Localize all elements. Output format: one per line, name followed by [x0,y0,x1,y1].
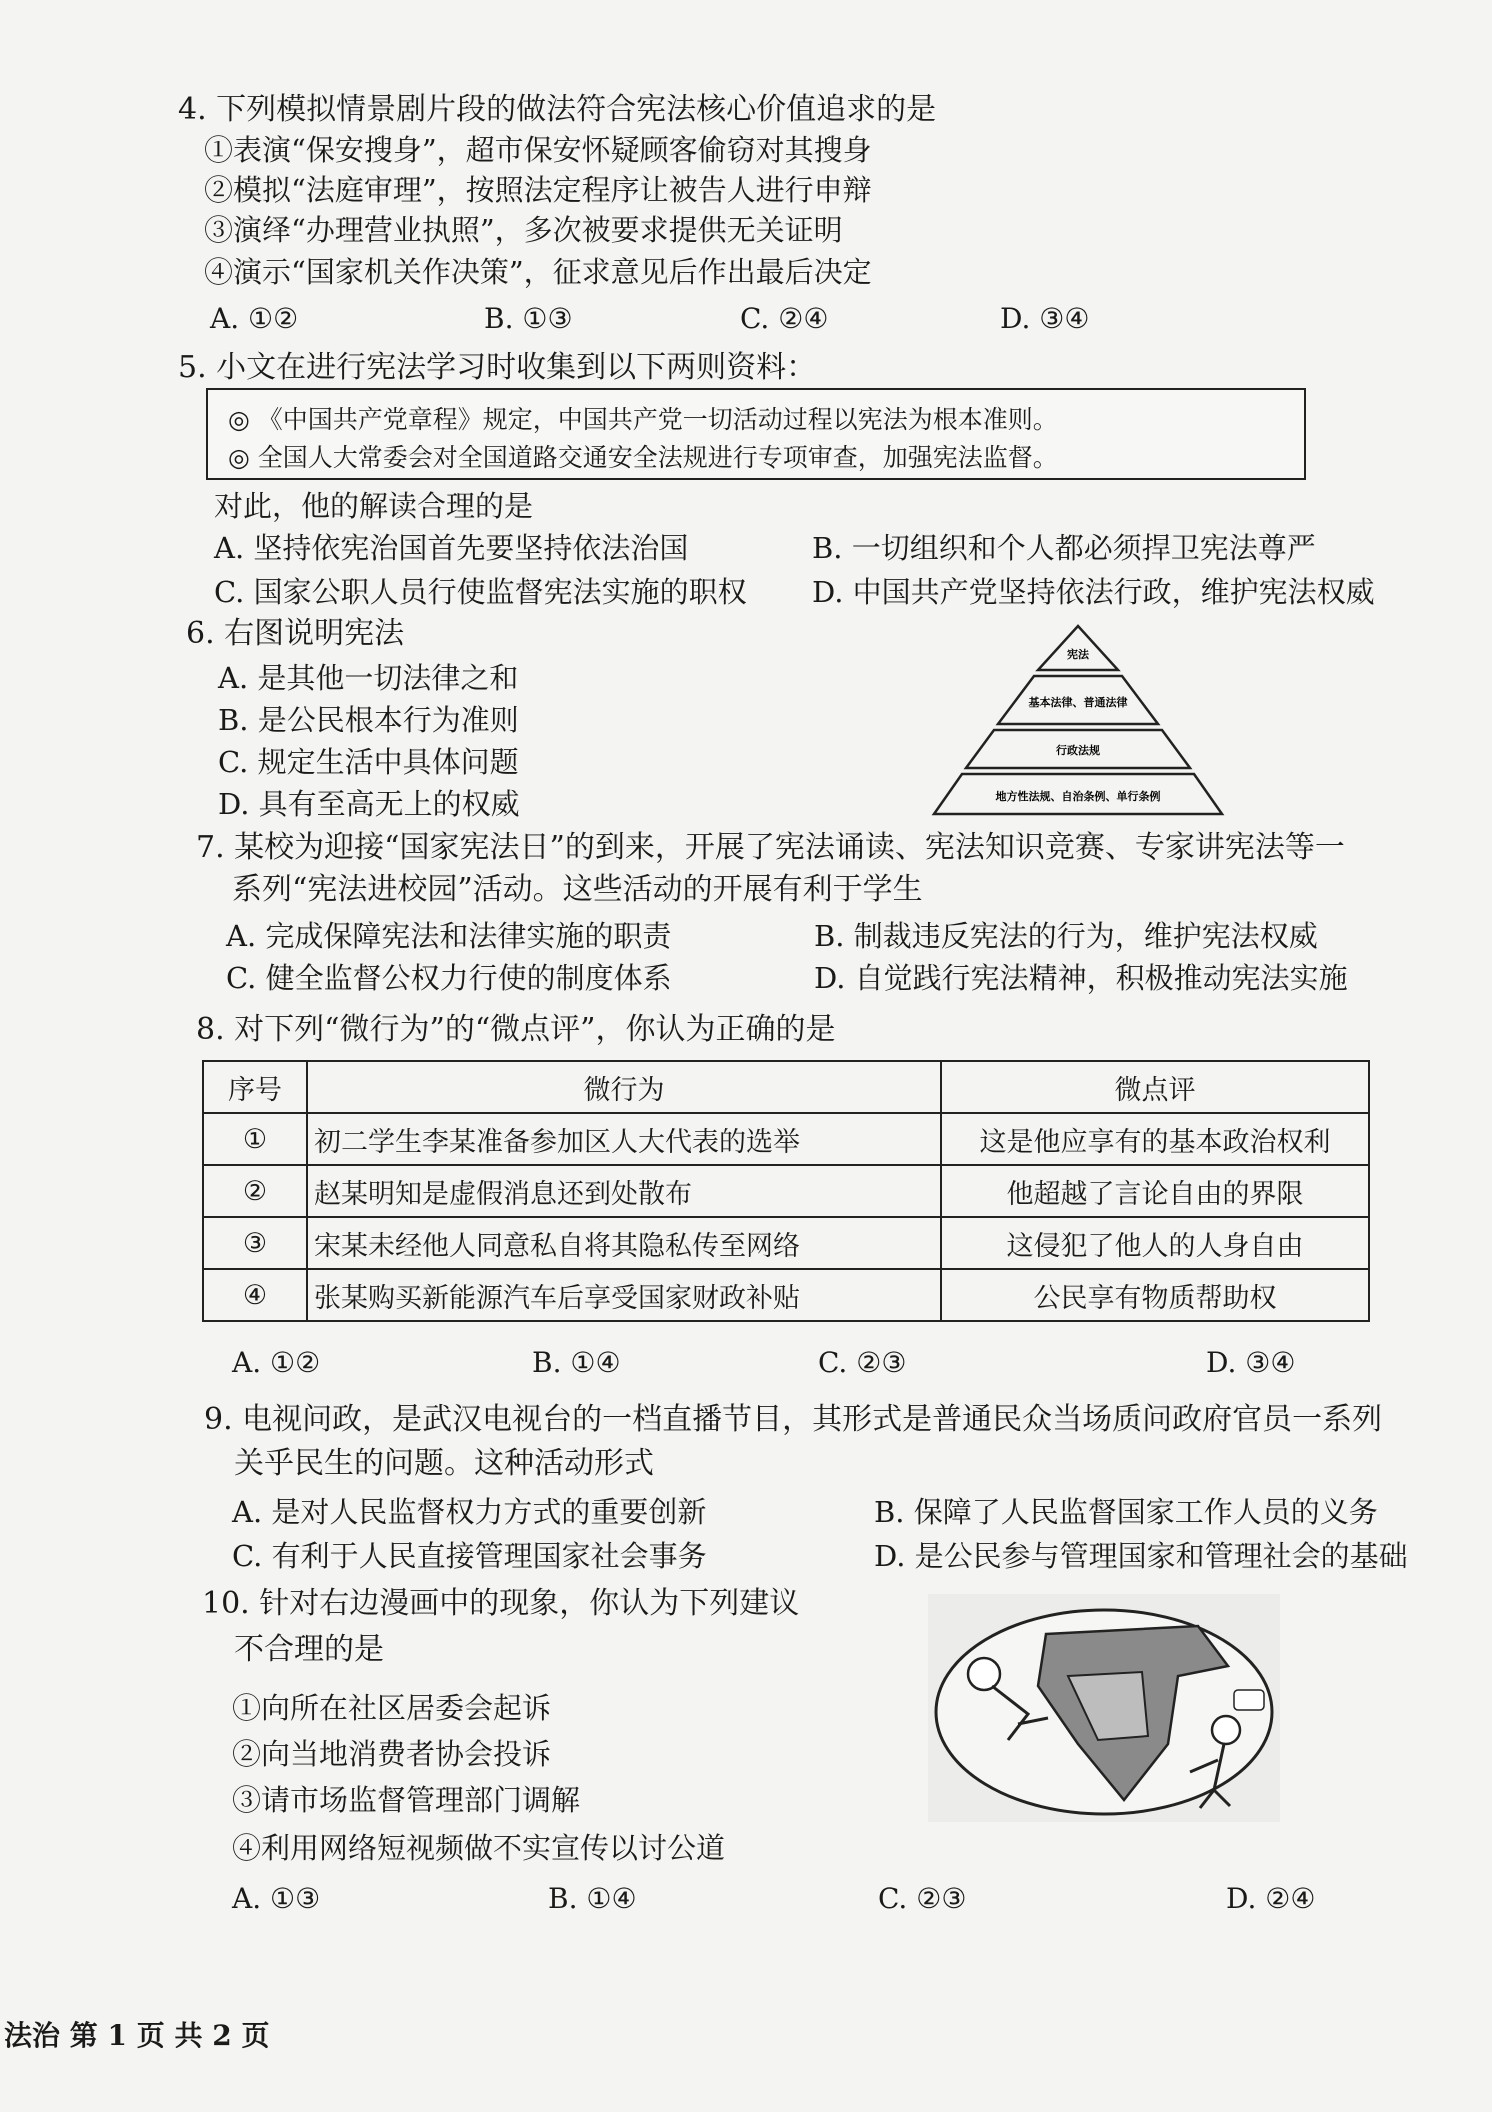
q5-option-c: C. 国家公职人员行使监督宪法实施的职权 [214,575,747,609]
q9-option-d: D. 是公民参与管理国家和管理社会的基础 [874,1539,1408,1573]
cartoon-person-head [1212,1716,1240,1744]
row-index: ④ [203,1269,307,1321]
q10-item-2: ②向当地消费者协会投诉 [232,1737,552,1771]
q10-item-3: ③请市场监督管理部门调解 [232,1783,581,1817]
q4-option-d: D. ③④ [1000,302,1090,335]
q8-stem: 8. 对下列“微行为”的“微点评”，你认为正确的是 [196,1012,836,1047]
table-header-comment: 微点评 [941,1061,1369,1113]
cartoon-speech-bubble [1234,1690,1264,1710]
table-row [203,1165,1369,1217]
q8-option-b: B. ①④ [532,1346,621,1379]
q5-material-2: ◎ 全国人大常委会对全国道路交通安全法规进行专项审查，加强宪法监督。 [228,443,1058,472]
q10-stem-line-1: 10. 针对右边漫画中的现象，你认为下列建议 [202,1586,800,1621]
q9-stem-line-2: 关乎民生的问题。这种活动形式 [234,1446,654,1481]
q8-option-a: A. ①② [232,1346,321,1379]
row-behavior: 初二学生李某准备参加区人大代表的选举 [307,1113,941,1165]
q7-option-d: D. 自觉践行宪法精神，积极推动宪法实施 [814,961,1348,995]
q8-table [202,1060,1370,1322]
q7-stem-line-1: 7. 某校为迎接“国家宪法日”的到来，开展了宪法诵读、宪法知识竞赛、专家讲宪法等一 [196,830,1345,865]
q7-option-a: A. 完成保障宪法和法律实施的职责 [226,919,672,953]
table-header-behavior: 微行为 [307,1061,941,1113]
q9-option-b: B. 保障了人民监督国家工作人员的义务 [874,1495,1378,1529]
pyramid-label-4: 地方性法规、自治条例、单行条例 [995,790,1161,803]
row-comment: 这是他应享有的基本政治权利 [941,1113,1369,1165]
q4-stem: 4. 下列模拟情景剧片段的做法符合宪法核心价值追求的是 [178,92,937,127]
q8-option-c: C. ②③ [818,1346,907,1379]
table-header-index: 序号 [203,1061,307,1113]
row-behavior: 张某购买新能源汽车后享受国家财政补贴 [307,1269,941,1321]
table-row [203,1269,1369,1321]
row-comment: 公民享有物质帮助权 [941,1269,1369,1321]
q4-option-c: C. ②④ [740,302,829,335]
q4-option-a: A. ①② [210,302,299,335]
pyramid-label-3: 行政法规 [1056,744,1100,757]
cartoon-figure-head [968,1658,1000,1690]
row-comment: 这侵犯了他人的人身自由 [941,1217,1369,1269]
q9-option-a: A. 是对人民监督权力方式的重要创新 [232,1495,707,1529]
q10-option-c: C. ②③ [878,1882,967,1915]
row-index: ③ [203,1217,307,1269]
row-behavior: 赵某明知是虚假消息还到处散布 [307,1165,941,1217]
row-behavior: 宋某未经他人同意私自将其隐私传至网络 [307,1217,941,1269]
q5-option-d: D. 中国共产党坚持依法行政，维护宪法权威 [812,575,1375,609]
q4-item-2: ②模拟“法庭审理”，按照法定程序让被告人进行申辩 [204,173,872,207]
table-header-row [203,1061,1369,1113]
q6-stem: 6. 右图说明宪法 [186,616,405,651]
q4-item-1: ①表演“保安搜身”，超市保安怀疑顾客偷窃对其搜身 [204,133,872,167]
pyramid-label-1: 宪法 [1067,648,1089,661]
q10-option-d: D. ②④ [1226,1882,1316,1915]
q9-stem-line-1: 9. 电视问政，是武汉电视台的一档直播节目，其形式是普通民众当场质问政府官员一系列 [204,1402,1383,1437]
q5-option-a: A. 坚持依宪治国首先要坚持依法治国 [214,531,689,565]
q4-item-3: ③演绎“办理营业执照”，多次被要求提供无关证明 [204,213,843,247]
row-index: ① [203,1113,307,1165]
q4-option-b: B. ①③ [484,302,573,335]
row-comment: 他超越了言论自由的界限 [941,1165,1369,1217]
q5-option-b: B. 一切组织和个人都必须捍卫宪法尊严 [812,531,1316,565]
q7-option-b: B. 制裁违反宪法的行为，维护宪法权威 [814,919,1318,953]
table-row [203,1113,1369,1165]
q5-question: 对此，他的解读合理的是 [214,489,534,523]
q6-option-d: D. 具有至高无上的权威 [218,787,520,821]
row-index: ② [203,1165,307,1217]
q10-option-a: A. ①③ [232,1882,321,1915]
q10-item-1: ①向所在社区居委会起诉 [232,1691,552,1725]
q10-item-4: ④利用网络短视频做不实宣传以讨公道 [232,1831,726,1865]
law-hierarchy-pyramid [918,620,1238,820]
q4-item-4: ④演示“国家机关作决策”，征求意见后作出最后决定 [204,255,872,289]
q7-stem-line-2: 系列“宪法进校园”活动。这些活动的开展有利于学生 [232,872,923,907]
q7-option-c: C. 健全监督公权力行使的制度体系 [226,961,672,995]
cartoon-illustration [928,1594,1280,1822]
q5-material-1: ◎ 《中国共产党章程》规定，中国共产党一切活动过程以宪法为根本准则。 [228,405,1058,434]
q5-stem: 5. 小文在进行宪法学习时收集到以下两则资料： [178,350,817,385]
q10-option-b: B. ①④ [548,1882,637,1915]
page-footer: 法治 第 1 页 共 2 页 [4,2019,270,2052]
pyramid-label-2: 基本法律、普通法律 [1028,696,1128,709]
table-row [203,1217,1369,1269]
q5-material-box [206,388,1306,480]
q10-stem-line-2: 不合理的是 [234,1632,384,1667]
q6-option-a: A. 是其他一切法律之和 [218,661,519,695]
q6-option-c: C. 规定生活中具体问题 [218,745,519,779]
q8-option-d: D. ③④ [1206,1346,1296,1379]
q6-option-b: B. 是公民根本行为准则 [218,703,519,737]
q9-option-c: C. 有利于人民直接管理国家社会事务 [232,1539,707,1573]
